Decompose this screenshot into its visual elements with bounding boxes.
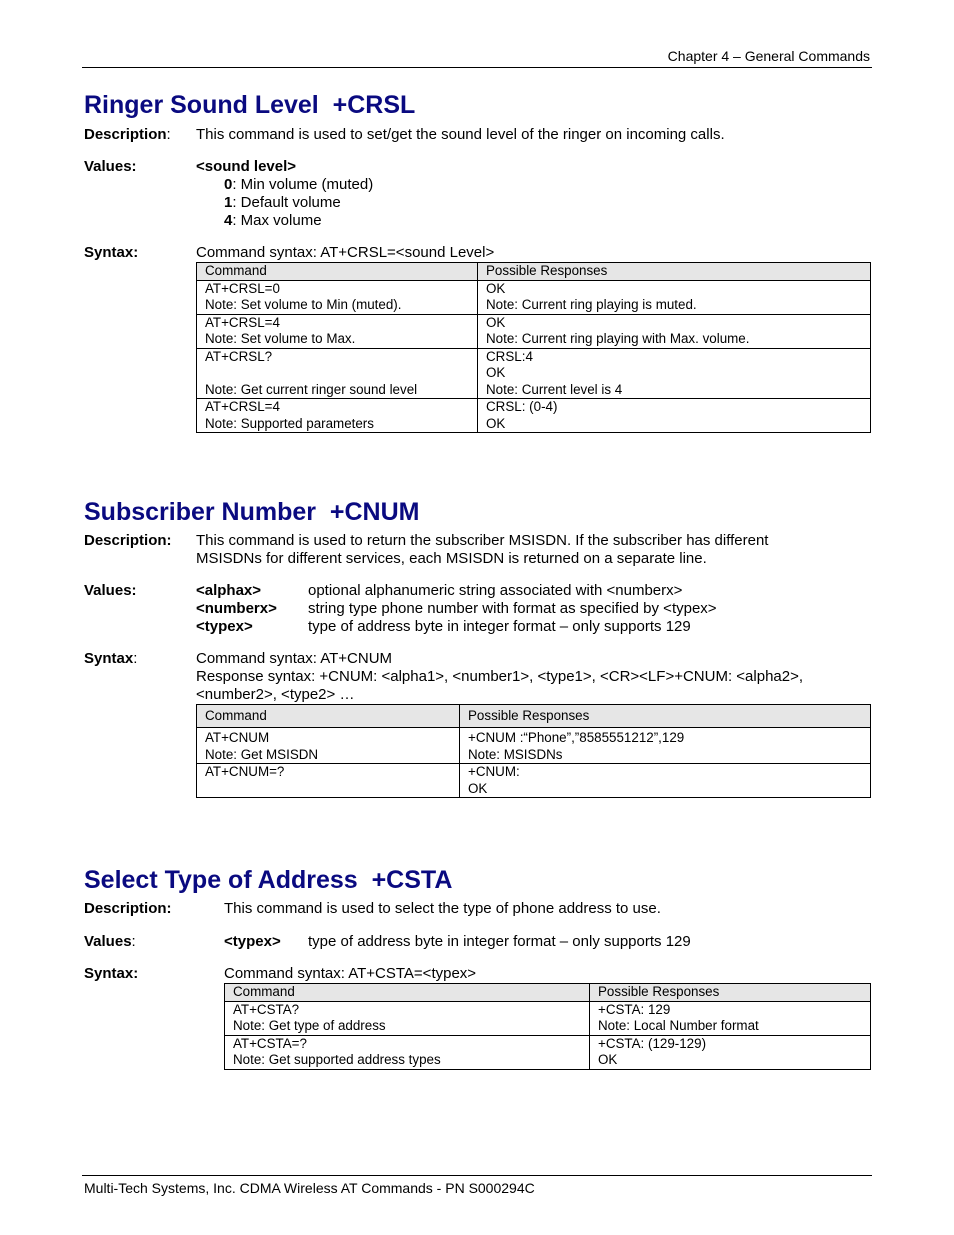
- crsl-value-option: 1: Default volume: [224, 194, 341, 211]
- crsl-description-label: Description:: [84, 126, 171, 143]
- crsl-syntax-label: Syntax:: [84, 244, 139, 261]
- csta-param-desc: type of address byte in integer format – only supports 129: [308, 933, 691, 950]
- cnum-syntax-line: <number2>, <type2> …: [196, 686, 355, 703]
- table-header-row: [225, 984, 871, 1002]
- cnum-param-name: <typex>: [196, 618, 253, 635]
- response-cell: +CSTA: 129 Note: Local Number format: [590, 1001, 871, 1035]
- cnum-description-label: Description:: [84, 532, 172, 549]
- table-header-row: [197, 263, 871, 281]
- response-cell: +CNUM: OK: [460, 764, 871, 798]
- csta-param-name: <typex>: [224, 933, 281, 950]
- cnum-syntax-line: Response syntax: +CNUM: <alpha1>, <number1>, <type1>, <CR><LF>+CNUM: <alpha2>,: [196, 668, 804, 685]
- page-header-chapter: Chapter 4 – General Commands: [667, 48, 870, 64]
- crsl-syntax: Command syntax: AT+CRSL=<sound Level>: [196, 244, 495, 261]
- command-cell: AT+CNUM=?: [197, 764, 460, 798]
- table-row: [197, 348, 871, 399]
- table-row: [225, 1001, 871, 1035]
- command-cell: AT+CSTA? Note: Get type of address: [225, 1001, 590, 1035]
- header-divider: [82, 67, 872, 68]
- crsl-value-option: 4: Max volume: [224, 212, 322, 229]
- csta-syntax: Command syntax: AT+CSTA=<typex>: [224, 965, 477, 982]
- table-row: [197, 314, 871, 348]
- page-footer: Multi-Tech Systems, Inc. CDMA Wireless AT Commands - PN S000294C: [84, 1180, 535, 1196]
- column-header-responses: Possible Responses: [460, 705, 871, 728]
- crsl-value-option: 0: Min volume (muted): [224, 176, 374, 193]
- column-header-command: Command: [197, 705, 460, 728]
- csta-values-label: Values:: [84, 933, 136, 950]
- column-header-command: Command: [225, 984, 590, 1002]
- cnum-param-name: <numberx>: [196, 600, 277, 617]
- csta-syntax-label: Syntax:: [84, 965, 139, 982]
- cnum-syntax-label: Syntax:: [84, 650, 138, 667]
- section-title-csta: Select Type of Address +CSTA: [84, 866, 453, 894]
- cnum-description-line: MSISDNs for different services, each MSISDN is returned on a separate line.: [196, 550, 707, 567]
- response-cell: +CSTA: (129-129) OK: [590, 1035, 871, 1069]
- crsl-command-table: [196, 262, 871, 433]
- table-row: [197, 399, 871, 433]
- crsl-values-label: Values:: [84, 158, 137, 175]
- crsl-param-sound-level: <sound level>: [196, 158, 297, 175]
- response-cell: OK Note: Current ring playing is muted.: [478, 280, 871, 314]
- column-header-responses: Possible Responses: [590, 984, 871, 1002]
- command-cell: AT+CRSL=4 Note: Supported parameters: [197, 399, 478, 433]
- section-title-cnum: Subscriber Number +CNUM: [84, 498, 420, 526]
- cnum-param-desc: string type phone number with format as specified by <typex>: [308, 600, 717, 617]
- column-header-command: Command: [197, 263, 478, 281]
- footer-divider: [82, 1175, 872, 1176]
- crsl-description: This command is used to set/get the sound level of the ringer on incoming calls.: [196, 126, 725, 143]
- table-row: [225, 1035, 871, 1069]
- csta-description-label: Description:: [84, 900, 172, 917]
- command-cell: AT+CRSL=4 Note: Set volume to Max.: [197, 314, 478, 348]
- table-header-row: [197, 705, 871, 728]
- response-cell: +CNUM :“Phone”,”8585551212”,129 Note: MSISDNs: [460, 728, 871, 764]
- response-cell: OK Note: Current ring playing with Max. volume.: [478, 314, 871, 348]
- response-cell: CRSL: (0-4) OK: [478, 399, 871, 433]
- cnum-param-desc: type of address byte in integer format – only supports 129: [308, 618, 691, 635]
- cnum-param-name: <alphax>: [196, 582, 262, 599]
- cnum-syntax-line: Command syntax: AT+CNUM: [196, 650, 393, 667]
- command-cell: AT+CRSL? Note: Get current ringer sound level: [197, 348, 478, 399]
- cnum-command-table: [196, 704, 871, 798]
- csta-command-table: [224, 983, 871, 1070]
- cnum-param-desc: optional alphanumeric string associated with <numberx>: [308, 582, 683, 599]
- table-row: [197, 764, 871, 798]
- table-row: [197, 728, 871, 764]
- column-header-responses: Possible Responses: [478, 263, 871, 281]
- csta-description: This command is used to select the type of phone address to use.: [224, 900, 661, 917]
- command-cell: AT+CSTA=? Note: Get supported address types: [225, 1035, 590, 1069]
- section-title-crsl: Ringer Sound Level +CRSL: [84, 91, 416, 119]
- cnum-description-line: This command is used to return the subscriber MSISDN. If the subscriber has different: [196, 532, 769, 549]
- command-cell: AT+CNUM Note: Get MSISDN: [197, 728, 460, 764]
- response-cell: CRSL:4 OK Note: Current level is 4: [478, 348, 871, 399]
- cnum-values-label: Values:: [84, 582, 137, 599]
- command-cell: AT+CRSL=0 Note: Set volume to Min (muted).: [197, 280, 478, 314]
- table-row: [197, 280, 871, 314]
